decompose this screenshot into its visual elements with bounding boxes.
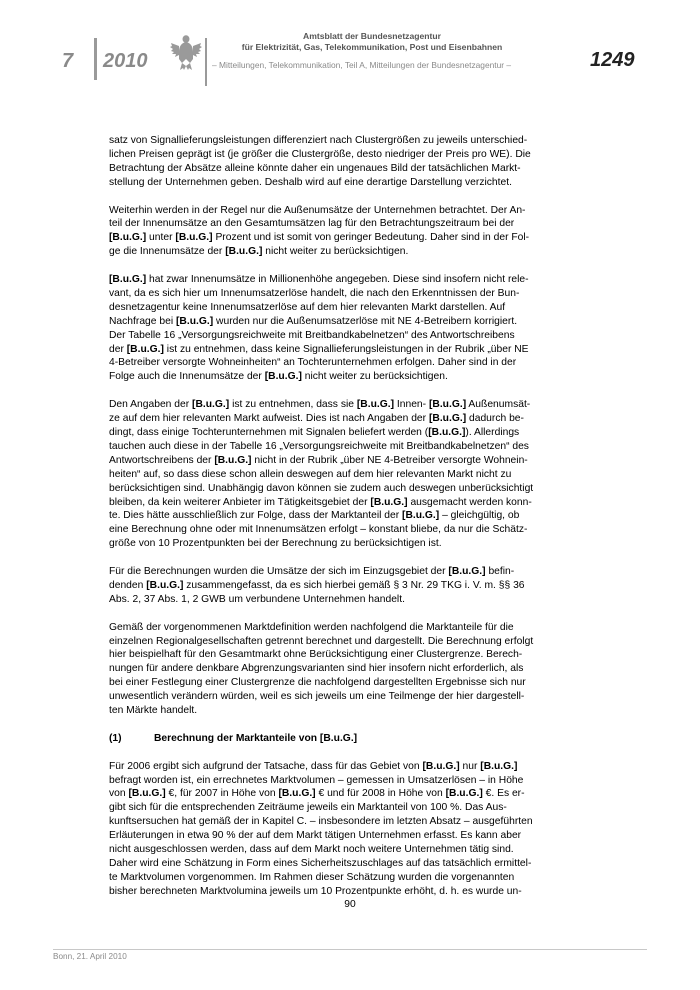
publication-subtitle: für Elektrizität, Gas, Telekommunikation, Post und Eisenbahnen <box>241 42 503 52</box>
text-line: Folge auch die Innenumsätze der [B.u.G.] nicht weiter zu berücksichtigen. <box>109 371 448 383</box>
text-line: lichen Preisen geprägt ist (je größer die Clustergröße, desto niedriger der Preis pro WE). Die <box>109 148 531 160</box>
text-line: Antwortschreibens der [B.u.G.] nicht in der Rubrik „über NE 4-Betreiber versorgte Wohnein- <box>109 454 528 466</box>
text-line: größe von 10 Prozentpunkten bei der Berechnung zu berücksichtigen ist. <box>109 538 442 550</box>
text-line: [B.u.G.] hat zwar Innenumsätze in Millionenhöhe angegeben. Diese sind insofern nicht rele- <box>109 274 529 286</box>
text-line: Erläuterungen in etwa 90 % der auf dem Markt tätigen Unternehmen erfasst. Es kann aber <box>109 830 522 842</box>
text-line: nicht ausgeschlossen werden, dass auf dem Markt noch weitere Unternehmen tätig sind. <box>109 844 514 856</box>
section-heading-number: (1) <box>109 732 122 744</box>
paragraph-4 <box>109 398 596 551</box>
text-line: Für die Berechnungen wurden die Umsätze der sich im Einzugsgebiet der [B.u.G.] befin- <box>109 566 515 578</box>
text-line: ten Märkte handelt. <box>109 705 198 717</box>
paragraph-5 <box>109 565 596 607</box>
footer-divider <box>53 949 647 950</box>
text-line: satz von Signallieferungsleistungen differenziert nach Clustergrößen zu jeweils unterschied- <box>109 135 528 146</box>
text-line: bisher berechneten Marktvolumina jeweils um 10 Prozentpunkte erhöht, d. h. es wurde un- <box>109 885 522 897</box>
issue-year: 2010 <box>103 50 148 72</box>
text-line: einzelnen Regionalgesellschaften getrennt berechnet und dargestellt. Die Berechnung erfolgt <box>109 635 534 647</box>
text-line: nungen für andere denkbare Abgrenzungsvarianten sind hier insofern nicht erforderlich, als <box>109 663 524 675</box>
text-line: berücksichtigen sind. Unabhängig davon können sie zudem auch deswegen unberücksichtigt <box>109 482 534 494</box>
page-number: 1249 <box>590 49 635 71</box>
text-line: Nachfrage bei [B.u.G.] wurden nur die Außenumsatzerlöse mit NE 4-Betreibern korrigiert. <box>109 315 518 327</box>
text-line: befragt worden ist, ein errechnetes Marktvolumen – gemessen in Umsatzerlösen – in Höhe <box>109 774 524 786</box>
text-line: vant, da es sich hier um Innenumsatzerlöse handelt, die nach den Erkenntnissen der Bun- <box>109 287 520 299</box>
text-line: bei einer Festlegung einer Clustergrenze die nachfolgend dargestellten Ergebnisse sich nur <box>109 677 526 689</box>
text-line: heiten“ auf, so dass diese schon allein deswegen auf dem hier relevanten Markt nicht zu <box>109 468 512 480</box>
text-line: Gemäß der vorgenommenen Marktdefinition werden nachfolgend die Marktanteile für die <box>109 621 514 633</box>
text-line: [B.u.G.] unter [B.u.G.] Prozent und ist somit von geringer Bedeutung. Daher sind in der Fol- <box>109 232 530 244</box>
section-heading <box>109 732 596 746</box>
text-line: tauchen auch diese in der Tabelle 16 „Versorgungsreichweite mit Breitbandkabelnetzen“ des <box>109 440 529 452</box>
issue-number: 7 <box>62 50 74 72</box>
federal-eagle-icon <box>170 33 202 71</box>
text-line: Betrachtung der Absätze alleine könnte daher ein ungenaues Bild der tatsächlichen Markt- <box>109 162 521 174</box>
text-line: Für 2006 ergibt sich aufgrund der Tatsache, dass für das Gebiet von [B.u.G.] nur [B.u.G.] <box>109 760 518 772</box>
header-divider <box>94 38 97 80</box>
paragraph-6 <box>109 621 596 718</box>
text-line: gibt sich für die entsprechenden Zeiträume jeweils ein Marktanteil von 100 %. Das Aus- <box>109 802 507 814</box>
paragraph-3 <box>109 273 596 384</box>
text-line: hier beispielhaft für den Gesamtmarkt ohne Berücksichtigung einer Clustergrenze. Berech- <box>109 649 523 661</box>
text-line: Den Angaben der [B.u.G.] ist zu entnehmen, dass sie [B.u.G.] Innen- [B.u.G.] Außenumsät- <box>109 399 531 411</box>
text-line: stellung der Unternehmen geben. Deshalb wird auf eine derartige Darstellung verzichtet. <box>109 176 512 188</box>
text-line: unwesentlich verändern würden, weil es sich jeweils um eine Teilmenge der hier dargestell- <box>109 691 525 703</box>
text-line: te Marktvolumen vorgenommen. Im Rahmen dieser Schätzung wurden die vorgenannten <box>109 871 515 883</box>
text-line: 4-Betreiber versorgte Wohneinheiten“ an Tochterunternehmen erfolgen. Daher sind in der <box>109 357 517 369</box>
text-line: ze auf dem hier relevanten Markt aufweist. Dies ist nach Angaben der [B.u.G.] dadurch be- <box>109 413 524 425</box>
paragraph-7 <box>109 760 596 899</box>
text-line: dingt, dass einige Tochterunternehmen mit Signalen beliefert werden ([B.u.G.]). Allerdings <box>109 426 520 438</box>
text-line: von [B.u.G.] €, für 2007 in Höhe von [B.u.G.] € und für 2008 in Höhe von [B.u.G.] €. Es er- <box>109 788 525 800</box>
folio-number: 90 <box>344 899 356 910</box>
section-title: – Mitteilungen, Telekommunikation, Teil A, Mitteilungen der Bundesnetzagentur – <box>212 60 512 70</box>
footer-place-date: Bonn, 21. April 2010 <box>53 952 127 961</box>
text-line: eine Berechnung ohne oder mit Innenumsätzen erfolgt – konstant bliebe, da nur die Schätz- <box>109 524 528 536</box>
text-line: bleiben, da kein weiterer Anbieter im Tätigkeitsgebiet der [B.u.G.] ausgemacht werden konn- <box>109 496 532 508</box>
document-body <box>109 134 596 913</box>
header-divider-2 <box>205 38 207 86</box>
text-line: Abs. 2, 37 Abs. 1, 2 GWB um verbundene Unternehmen handelt. <box>109 593 405 605</box>
section-heading-text: Berechnung der Marktanteile von [B.u.G.] <box>154 732 358 744</box>
text-line: teil der Innenumsätze an den Gesamtumsätzen lag für den Betrachtungszeitraum bei der <box>109 218 515 230</box>
paragraph-2 <box>109 204 596 260</box>
text-line: te. Dies hätte ausschließlich zur Folge, dass der Marktanteil der [B.u.G.] – gleichgültig, ob <box>109 510 520 522</box>
text-line: Weiterhin werden in der Regel nur die Außenumsätze der Unternehmen betrachtet. Der An- <box>109 204 526 216</box>
text-line: der [B.u.G.] ist zu entnehmen, dass keine Signallieferungsleistungen in der Rubrik „über NE <box>109 343 529 355</box>
text-line: Der Tabelle 16 „Versorgungsreichweite mit Breitbandkabelnetzen“ des Antwortschreibens <box>109 329 515 341</box>
text-line: desnetzagentur keine Innenumsatzerlöse auf dem hier relevanten Markt darstellen. Auf <box>109 301 506 313</box>
publication-title: Amtsblatt der Bundesnetzagentur <box>303 31 441 41</box>
text-line: ge die Innenumsätze der [B.u.G.] nicht weiter zu berücksichtigen. <box>109 246 409 258</box>
paragraph-1 <box>109 134 596 190</box>
text-line: denden [B.u.G.] zusammengefasst, da es sich hierbei gemäß § 3 Nr. 29 TKG i. V. m. §§ 36 <box>109 579 525 591</box>
text-line: kunftsersuchen hat gemäß der in Kapitel C. – insbesondere im letzten Absatz – ausgeführten <box>109 816 533 828</box>
text-line: Daher wird eine Schätzung in Form eines Sicherheitszuschlages auf das tatsächlich ermittel- <box>109 858 532 870</box>
